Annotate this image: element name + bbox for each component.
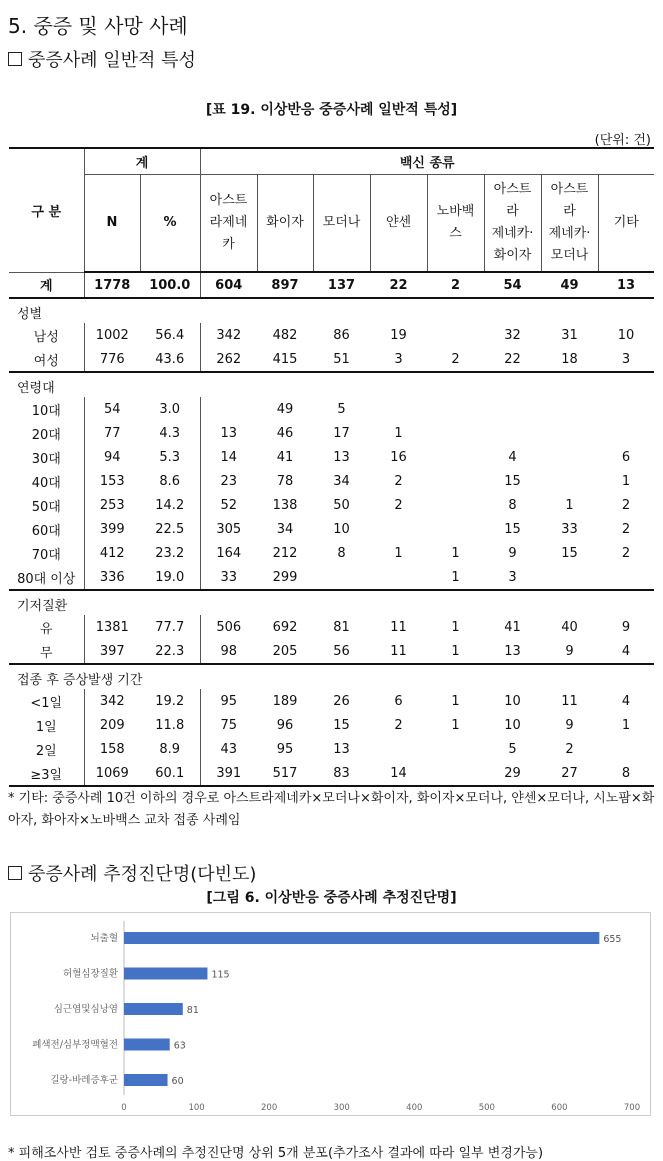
table-cell: [484, 397, 541, 421]
table-cell: 1: [451, 693, 460, 709]
x-tick-label: 0: [121, 1103, 127, 1113]
bar: [124, 1039, 170, 1051]
table-cell: 11: [370, 639, 427, 664]
table-cell: 15: [504, 473, 521, 489]
table-row: [9, 493, 654, 517]
table-cell: 604: [200, 272, 257, 298]
table-cell: 506: [216, 619, 242, 635]
table-cell: [370, 737, 427, 761]
table-cell: 13: [333, 741, 350, 757]
table-cell: 31: [561, 327, 578, 343]
table-cell: 54: [103, 401, 121, 417]
checkbox-icon: [8, 52, 22, 66]
section-title: 5. 중증 및 사망 사례: [8, 14, 188, 38]
header-pct: %: [140, 174, 200, 272]
table-cell: 2: [427, 347, 484, 372]
table-cell: 776: [84, 347, 140, 372]
table-cell: 1: [451, 717, 460, 733]
table-cell: 13: [220, 425, 238, 441]
table-cell: 897: [257, 272, 313, 298]
table-cell: 15: [561, 545, 578, 561]
header-vaccine-2: 모더나: [313, 174, 370, 272]
table-cell: 22.3: [140, 639, 200, 664]
table-cell: 2: [621, 521, 631, 537]
table-cell: [84, 298, 140, 323]
header-vaccine-0: 아스트 라제네 카: [200, 174, 257, 272]
table-cell: [140, 298, 654, 323]
severe-case-table: [9, 147, 654, 787]
table-cell: [427, 737, 484, 761]
row-label: 20대: [9, 421, 84, 445]
row-label: <1일: [9, 689, 84, 713]
table-cell: 5: [337, 401, 346, 417]
table-cell: 95: [276, 741, 294, 757]
row-label: [9, 664, 143, 689]
table-cell: 2: [394, 717, 403, 733]
table-row: [9, 689, 654, 713]
table-cell: 83: [313, 761, 370, 786]
table-cell: 399: [99, 521, 125, 537]
table-cell: 34: [276, 521, 294, 537]
table-cell: 77.7: [140, 615, 200, 639]
table-cell: 342: [99, 693, 125, 709]
table-row: [9, 323, 654, 347]
table-cell: 1: [394, 425, 403, 441]
subsection-diagnosis: [8, 860, 256, 886]
table-cell: 11: [561, 693, 578, 709]
table-cell: [140, 372, 654, 397]
table-cell: 9: [565, 717, 574, 733]
row-label: 80대 이상: [9, 565, 84, 590]
table-cell: 1: [451, 545, 460, 561]
table-caption: [표 19. 이상반응 중증사례 일반적 특성]: [205, 102, 458, 118]
row-label: ≥3일: [9, 761, 84, 786]
table-cell: 40: [561, 619, 578, 635]
table-cell: 9: [508, 545, 517, 561]
table-cell: 29: [484, 761, 541, 786]
data-label: 655: [603, 934, 622, 945]
figure-note: * 피해조사반 검토 중증사례의 추정진단명 상위 5개 분포(추가조사 결과에 따라 일부 변경가능): [8, 1146, 544, 1161]
table-note: * 기타: 중증사례 10건 이하의 경우로 아스트라제네카×모더나×화이자, 화이자×모더나, 얀센×모더나, 시노팜×화아자, 화아자×노바백스 교차 접종 사례임: [8, 791, 655, 828]
row-label: 40대: [9, 469, 84, 493]
row-label: 1일: [9, 713, 84, 737]
table-cell: 1381: [95, 619, 129, 635]
x-tick-label: 400: [406, 1103, 423, 1113]
table-cell: [427, 421, 484, 445]
table-cell: 23.2: [140, 541, 200, 565]
table-cell: 8: [598, 761, 654, 786]
table-cell: 1: [394, 545, 403, 561]
table-cell: [541, 445, 598, 469]
table-cell: 299: [257, 565, 313, 590]
table-row: [9, 565, 654, 590]
table-cell: 56: [313, 639, 370, 664]
table-cell: 23: [220, 473, 238, 489]
table-cell: 13: [484, 639, 541, 664]
table-cell: [598, 737, 654, 761]
category-label: 심근염및심낭염: [53, 1004, 118, 1015]
table-cell: 75: [220, 717, 238, 733]
table-cell: 46: [276, 425, 294, 441]
table-cell: 14: [220, 449, 238, 465]
table-cell: 49: [541, 272, 598, 298]
header-vaccine-7: 기타: [598, 174, 654, 272]
row-label: 10대: [9, 397, 84, 421]
figure-caption: [그림 6. 이상반응 중증사례 추정진단명]: [206, 890, 457, 906]
table-cell: 34: [333, 473, 350, 489]
row-label: 무: [9, 639, 84, 664]
bar: [124, 1074, 168, 1086]
table-cell: 262: [200, 347, 257, 372]
group-label: 접종 후 증상발생 기간: [17, 673, 143, 688]
table-cell: [84, 372, 140, 397]
table-cell: 60.1: [140, 761, 200, 786]
x-tick-label: 100: [188, 1103, 205, 1113]
table-row: [9, 615, 654, 639]
table-cell: 51: [313, 347, 370, 372]
table-cell: 2: [621, 497, 631, 513]
table-cell: 18: [541, 347, 598, 372]
table-cell: 189: [272, 693, 298, 709]
table-cell: 19.0: [140, 565, 200, 590]
table-cell: [370, 397, 427, 421]
table-cell: 517: [257, 761, 313, 786]
table-cell: 1: [451, 619, 460, 635]
table-cell: 1: [427, 639, 484, 664]
table-row: [9, 298, 654, 323]
group-label: 기저질환: [17, 599, 68, 614]
header-vaccine-5: 아스트 라 제네카· 화이자: [484, 174, 541, 272]
table-cell: 158: [99, 741, 125, 757]
table-cell: 4: [508, 449, 517, 465]
table-cell: 81: [333, 619, 350, 635]
table-cell: 15: [504, 521, 521, 537]
table-cell: 164: [216, 545, 242, 561]
x-tick-label: 500: [478, 1103, 495, 1113]
category-label: 뇌출혈: [90, 933, 118, 944]
table-cell: 1002: [95, 327, 129, 343]
table-cell: 482: [272, 327, 298, 343]
row-label: 유: [9, 615, 84, 639]
table-cell: 50: [333, 497, 350, 513]
table-row: [9, 664, 654, 689]
table-cell: 4.3: [140, 421, 200, 445]
table-cell: 1: [621, 473, 631, 489]
table-cell: [598, 565, 654, 590]
table-cell: [484, 421, 541, 445]
table-cell: 8: [337, 545, 346, 561]
table-cell: [427, 517, 484, 541]
table-cell: 8.6: [140, 469, 200, 493]
table-cell: [427, 761, 484, 786]
subsection-general-label: 중증사례 일반적 특성: [28, 50, 196, 71]
table-cell: 397: [84, 639, 140, 664]
table-cell: 1: [565, 497, 574, 513]
table-cell: 11: [390, 619, 407, 635]
category-label: 허혈심장질환: [62, 968, 118, 980]
table-cell: 1: [621, 717, 631, 733]
table-cell: 22: [370, 272, 427, 298]
table-cell: 41: [504, 619, 521, 635]
table-cell: 253: [99, 497, 125, 513]
header-gubun: 구 분: [9, 148, 84, 272]
table-cell: 14: [370, 761, 427, 786]
table-row: [9, 469, 654, 493]
table-cell: [370, 517, 427, 541]
table-cell: 14.2: [140, 493, 200, 517]
table-cell: 3: [484, 565, 541, 590]
table-cell: 10: [504, 717, 521, 733]
table-cell: 26: [333, 693, 350, 709]
subsection-general: [8, 46, 196, 72]
table-cell: 19: [390, 327, 407, 343]
table-cell: 27: [541, 761, 598, 786]
table-cell: [541, 565, 598, 590]
table-row: [9, 639, 654, 664]
checkbox-icon: [8, 866, 22, 880]
diagnosis-bar-chart: [11, 913, 650, 1115]
table-row: [9, 347, 654, 372]
table-cell: 13: [598, 272, 654, 298]
table-row: [9, 397, 654, 421]
table-cell: 49: [276, 401, 294, 417]
table-cell: 138: [272, 497, 298, 513]
table-cell: 1778: [84, 272, 140, 298]
table-cell: 43.6: [140, 347, 200, 372]
category-label: 길랑-바레증후군: [50, 1075, 118, 1086]
table-cell: 52: [220, 497, 238, 513]
x-tick-label: 600: [551, 1103, 568, 1113]
table-cell: 3: [598, 347, 654, 372]
table-cell: 6: [394, 693, 403, 709]
data-label: 81: [186, 1005, 199, 1016]
table-cell: 8: [508, 497, 517, 513]
table-cell: [200, 397, 257, 421]
table-cell: 153: [99, 473, 125, 489]
table-row: [9, 272, 654, 298]
header-total: 계: [84, 148, 200, 174]
header-vaccine-6: 아스트 라 제네카· 모더나: [541, 174, 598, 272]
table-row: [9, 713, 654, 737]
header-vaccine-1: 화이자: [257, 174, 313, 272]
table-row: [9, 517, 654, 541]
table-cell: 13: [333, 449, 350, 465]
table-cell: 4: [621, 693, 631, 709]
table-row: [9, 761, 654, 786]
table-cell: 56.4: [140, 323, 200, 347]
header-vaccine: 백신 종류: [200, 148, 654, 174]
row-label: [9, 298, 84, 323]
table-row: [9, 541, 654, 565]
unit-label: (단위: 건): [594, 133, 651, 148]
data-label: 60: [171, 1076, 184, 1087]
data-label: 63: [173, 1040, 186, 1052]
x-tick-label: 200: [261, 1103, 278, 1113]
bar: [124, 932, 599, 944]
data-label: 115: [211, 969, 230, 981]
table-cell: [427, 445, 484, 469]
table-cell: 212: [272, 545, 298, 561]
table-cell: 209: [99, 717, 125, 733]
table-cell: [84, 590, 140, 615]
table-cell: 33: [200, 565, 257, 590]
table-cell: 19.2: [140, 689, 200, 713]
table-cell: [140, 590, 654, 615]
table-cell: 415: [257, 347, 313, 372]
table-row: [9, 445, 654, 469]
table-cell: 2: [394, 497, 403, 513]
table-cell: 41: [276, 449, 294, 465]
table-cell: 78: [276, 473, 294, 489]
table-cell: 336: [84, 565, 140, 590]
table-row: [9, 590, 654, 615]
diagnosis-chart-frame: [10, 912, 651, 1116]
table-cell: [427, 469, 484, 493]
subsection-diagnosis-label: 중증사례 추정진단명(다빈도): [28, 864, 257, 885]
table-row: [9, 737, 654, 761]
table-cell: 15: [333, 717, 350, 733]
table-cell: [541, 397, 598, 421]
table-cell: 54: [484, 272, 541, 298]
table-cell: [427, 493, 484, 517]
table-cell: 98: [200, 639, 257, 664]
x-tick-label: 700: [623, 1103, 641, 1113]
table-cell: [427, 397, 484, 421]
table-cell: 33: [561, 521, 578, 537]
table-cell: 2: [621, 545, 631, 561]
x-tick-label: 300: [333, 1103, 350, 1113]
row-label: 30대: [9, 445, 84, 469]
row-label: 60대: [9, 517, 84, 541]
table-cell: 17: [333, 425, 350, 441]
table-cell: [541, 421, 598, 445]
table-cell: 3: [370, 347, 427, 372]
header-vaccine-3: 얀센: [370, 174, 427, 272]
row-label: [9, 590, 84, 615]
table-cell: 10: [333, 521, 350, 537]
table-cell: [427, 323, 484, 347]
table-cell: 1069: [84, 761, 140, 786]
table-cell: 77: [103, 425, 121, 441]
table-cell: 305: [216, 521, 242, 537]
table-cell: 5.3: [140, 445, 200, 469]
table-cell: 95: [220, 693, 238, 709]
table-cell: [598, 397, 654, 421]
table-row: [9, 421, 654, 445]
table-cell: 3.0: [140, 397, 200, 421]
row-label: 50대: [9, 493, 84, 517]
table-cell: [140, 664, 654, 689]
table-cell: 10: [504, 693, 521, 709]
table-cell: 100.0: [140, 272, 200, 298]
table-cell: 9: [541, 639, 598, 664]
table-cell: 2: [394, 473, 403, 489]
table-cell: 391: [200, 761, 257, 786]
header-vaccine-4: 노바백 스: [427, 174, 484, 272]
row-label: 여성: [9, 347, 84, 372]
table-cell: 8.9: [140, 737, 200, 761]
bar: [124, 1003, 183, 1015]
row-label: 계: [9, 272, 84, 298]
table-cell: 86: [333, 327, 350, 343]
category-label: 폐색전/심부정맥혈전: [32, 1039, 118, 1051]
row-label: [9, 372, 84, 397]
row-label: 남성: [9, 323, 84, 347]
table-cell: 412: [99, 545, 125, 561]
table-cell: 94: [103, 449, 121, 465]
table-cell: 43: [220, 741, 238, 757]
group-label: 성별: [17, 307, 43, 322]
table-cell: 22.5: [140, 517, 200, 541]
row-label: 70대: [9, 541, 84, 565]
table-cell: [313, 565, 370, 590]
table-cell: 10: [617, 327, 635, 343]
row-label: 2일: [9, 737, 84, 761]
table-cell: 137: [313, 272, 370, 298]
table-cell: 5: [508, 741, 517, 757]
table-cell: 32: [504, 327, 521, 343]
table-row: [9, 372, 654, 397]
table-cell: 692: [272, 619, 298, 635]
table-cell: 96: [276, 717, 294, 733]
table-cell: 11.8: [140, 713, 200, 737]
table-cell: [598, 421, 654, 445]
table-cell: 1: [427, 565, 484, 590]
table-cell: [541, 469, 598, 493]
bar: [124, 968, 207, 980]
table-cell: 4: [598, 639, 654, 664]
table-cell: 205: [257, 639, 313, 664]
table-cell: 342: [216, 327, 242, 343]
table-cell: 6: [621, 449, 631, 465]
header-n: N: [84, 174, 140, 272]
table-cell: 9: [621, 619, 631, 635]
table-cell: 2: [565, 741, 574, 757]
table-cell: 22: [484, 347, 541, 372]
table-cell: 16: [390, 449, 407, 465]
group-label: 연령대: [17, 381, 55, 396]
table-cell: [370, 565, 427, 590]
table-cell: 2: [427, 272, 484, 298]
